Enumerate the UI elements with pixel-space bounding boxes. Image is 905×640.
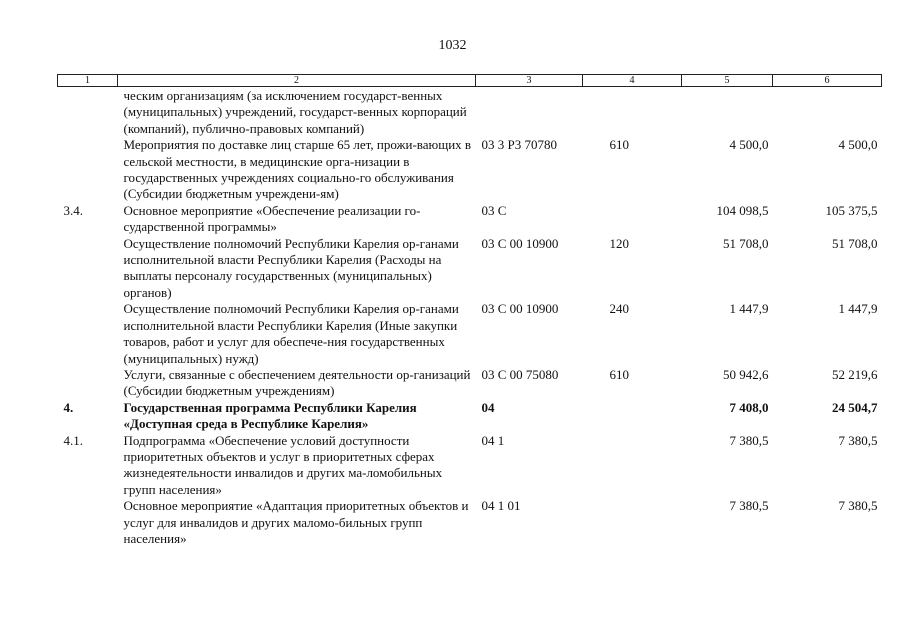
row-number-cell — [58, 301, 118, 367]
page-number: 1032 — [438, 38, 467, 53]
amount-col5-cell: 51 708,0 — [723, 235, 769, 251]
table-row — [58, 301, 882, 367]
item-name-cell: Государственная программа Республики Карелия «Доступная среда в Республике Карелия» — [123, 399, 417, 432]
amount-col6-cell: 105 375,5 — [825, 202, 878, 218]
amount-col6-cell: 7 380,5 — [838, 432, 878, 448]
expense-type-cell: 610 — [609, 137, 629, 153]
column-header: 5 — [682, 75, 773, 87]
item-name-cell: Осуществление полномочий Республики Карелия ор-ганами исполнительной власти Республики Карелия (Расходы на выплаты персоналу государственных (муниципальных) органов) — [123, 235, 459, 300]
budget-code-cell: 03 3 Р3 70780 — [481, 137, 557, 153]
expense-type-cell: 240 — [609, 301, 629, 317]
expense-type-cell: 120 — [609, 235, 629, 251]
budget-table — [57, 74, 882, 547]
amount-col5-cell: 7 408,0 — [729, 399, 769, 415]
budget-code-cell: 03 С 00 10900 — [481, 301, 559, 317]
budget-code-cell: 04 1 01 — [481, 498, 521, 514]
budget-code-cell: 03 С 00 75080 — [481, 366, 559, 382]
row-number-cell — [58, 498, 118, 547]
item-name-cell: Основное мероприятие «Адаптация приоритетных объектов и услуг для инвалидов и других маломо-бильных групп населения» — [123, 498, 469, 546]
budget-code-cell: 04 — [481, 399, 495, 415]
amount-col5-cell: 7 380,5 — [729, 432, 769, 448]
amount-col6-cell: 1 447,9 — [838, 301, 878, 317]
column-header: 2 — [118, 75, 476, 87]
row-number-cell — [58, 367, 118, 400]
amount-col5-cell: 7 380,5 — [729, 498, 769, 514]
amount-col5-cell: 104 098,5 — [716, 202, 769, 218]
table-row — [58, 87, 882, 138]
amount-col6-cell — [773, 87, 882, 138]
amount-col6-cell: 7 380,5 — [838, 498, 878, 514]
table-header-row — [58, 75, 882, 87]
budget-code-cell: 03 С 00 10900 — [481, 235, 559, 251]
table-row — [58, 137, 882, 203]
expense-type-cell — [583, 433, 682, 499]
table-row — [58, 433, 882, 499]
table-row — [58, 498, 882, 547]
item-name-cell: ческим организациям (за исключением государст-венных (муниципальных) учреждений, государст-венных корпораций (компаний), публично-правовых компаний) — [123, 88, 467, 136]
amount-col6-cell: 24 504,7 — [832, 399, 878, 415]
table-row — [58, 236, 882, 302]
row-number-cell: 4.1. — [63, 432, 83, 448]
item-name-cell: Мероприятия по доставке лиц старше 65 лет, прожи-вающих в сельской местности, в медицинские орга-низации в государственных учреждениях социально-го обслуживания (Субсидии бюджетным учреждени-ям) — [123, 137, 472, 202]
amount-col6-cell: 52 219,6 — [832, 366, 878, 382]
expense-type-cell — [583, 203, 682, 236]
item-name-cell: Подпрограмма «Обеспечение условий доступности приоритетных объектов и услуг в приоритетных сферах жизнедеятельности инвалидов и других ма-ломобильных групп населения» — [123, 432, 443, 497]
item-name-cell: Услуги, связанные с обеспечением деятельности ор-ганизаций (Субсидии бюджетным учреждениям) — [123, 366, 471, 399]
table-row — [58, 400, 882, 433]
amount-col5-cell — [682, 87, 773, 138]
row-number-cell — [58, 236, 118, 302]
budget-code-cell: 03 С — [481, 202, 507, 218]
amount-col5-cell: 50 942,6 — [723, 366, 769, 382]
expense-type-cell — [583, 87, 682, 138]
table-row — [58, 203, 882, 236]
row-number-cell — [58, 137, 118, 203]
column-header: 6 — [773, 75, 882, 87]
row-number-cell: 4. — [63, 399, 74, 415]
amount-col6-cell: 4 500,0 — [838, 137, 878, 153]
item-name-cell: Осуществление полномочий Республики Карелия ор-ганами исполнительной власти Республики Карелия (Иные закупки товаров, работ и услуг для обеспече-ния государственных (муниципальных) нужд) — [123, 301, 459, 366]
table-row — [58, 367, 882, 400]
row-number-cell — [58, 87, 118, 138]
expense-type-cell: 610 — [609, 366, 629, 382]
expense-type-cell — [583, 400, 682, 433]
column-header: 1 — [58, 75, 118, 87]
amount-col5-cell: 1 447,9 — [729, 301, 769, 317]
column-header: 4 — [583, 75, 682, 87]
row-number-cell: 3.4. — [63, 202, 83, 218]
budget-code-cell: 04 1 — [481, 432, 505, 448]
item-name-cell: Основное мероприятие «Обеспечение реализации го-сударственной программы» — [123, 202, 421, 235]
expense-type-cell — [583, 498, 682, 547]
budget-code-cell — [476, 87, 583, 138]
column-header: 3 — [476, 75, 583, 87]
amount-col6-cell: 51 708,0 — [832, 235, 878, 251]
amount-col5-cell: 4 500,0 — [729, 137, 769, 153]
